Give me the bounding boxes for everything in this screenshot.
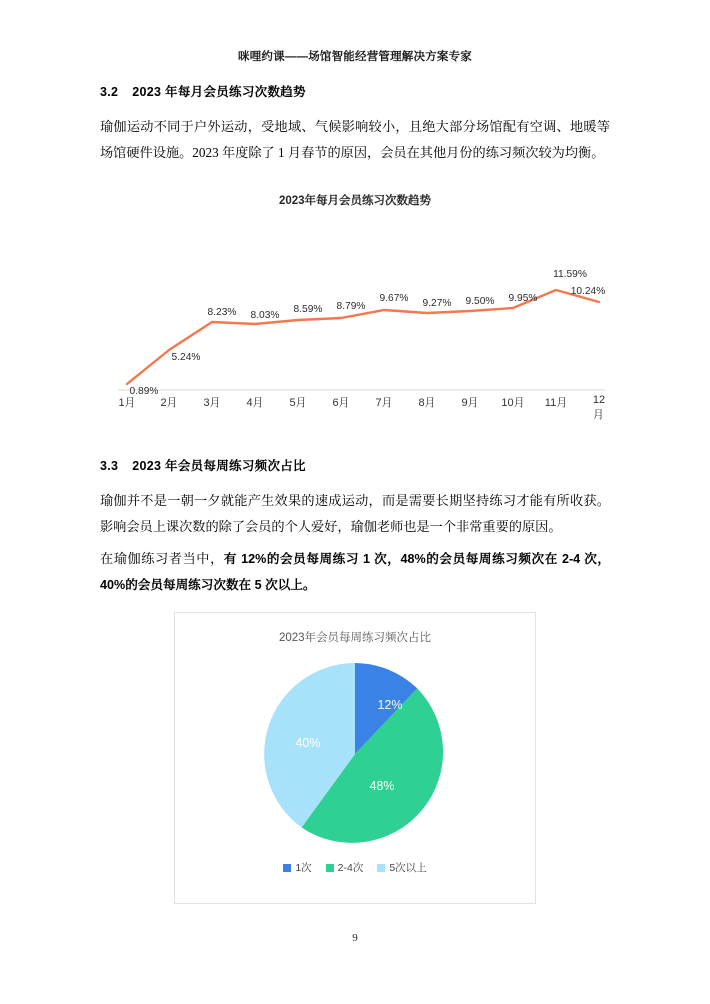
point-label-7: 9.67% [379,293,409,304]
line-chart-svg [100,214,610,414]
x-axis-labels [100,394,610,421]
x-label-2: 2月 [160,397,178,409]
x-label-10: 10月 [501,397,525,409]
section-heading-3-2 [100,82,610,100]
pie-chart-title: 2023年会员每周练习频次占比 [278,632,432,644]
pie-label-5ci-plus: 40% [295,736,321,750]
legend-label-1ci: 1次 [295,862,312,874]
line-chart [100,192,610,422]
section-title: 2023 年会员每周练习频次占比 [132,459,306,473]
x-label-6: 6月 [332,397,350,409]
legend-item-5ci-plus [377,860,426,875]
section-number: 3.3 [100,459,119,473]
point-label-3: 8.23% [207,307,237,318]
legend-swatch-icon [283,864,291,872]
point-label-5: 8.59% [293,304,323,315]
x-label-3: 3月 [203,397,221,409]
paragraph-prefix: 在瑜伽练习者当中， [100,551,224,566]
point-label-4: 8.03% [250,310,280,321]
section-number: 3.2 [100,85,119,99]
document-content [100,82,610,904]
x-label-7: 7月 [375,397,393,409]
pie-chart-graphic [264,663,446,845]
point-label-1: 0.89% [129,386,159,397]
paragraph-3-2: 瑜伽运动不同于户外运动，受地域、气候影响较小，且绝大部分场馆配有空调、地暖等场馆硬件设施。2023 年度除了 1 月春节的原因，会员在其他月份的练习频次较为均衡。 [100,119,610,160]
point-label-10: 9.95% [508,293,538,304]
paragraph-3-3-b [100,546,610,598]
x-label-1: 1月 [118,397,136,409]
section-title: 2023 年每月会员练习次数趋势 [132,85,306,99]
pie-chart-legend [175,860,535,875]
point-label-8: 9.27% [422,298,452,309]
point-label-9: 9.50% [465,296,495,307]
point-label-6: 8.79% [336,301,366,312]
legend-label-5ci-plus: 5次以上 [389,862,427,874]
paragraph-bold-run: 有 12%的会员每周练习 1 次，48%的会员每周练习频次在 2-4 次，40%的会员每周练习次数在 5 次以上。 [100,552,610,592]
section-heading-3-3 [100,456,610,474]
x-label-11: 11月 [544,397,568,409]
legend-item-1ci [283,860,311,875]
x-label-5: 5月 [289,397,307,409]
legend-label-2-4ci: 2-4次 [337,862,364,874]
legend-item-2-4ci [326,860,364,875]
legend-swatch-icon [377,864,385,872]
pie-label-1ci: 12% [377,698,403,712]
point-label-2: 5.24% [171,352,201,363]
x-label-4: 4月 [246,397,264,409]
legend-swatch-icon [326,864,334,872]
pie-chart-svg [264,663,446,845]
line-chart-title: 2023年每月会员练习次数趋势 [278,195,432,207]
x-label-9: 9月 [461,397,479,409]
x-label-12: 12月 [592,394,606,421]
x-label-8: 8月 [418,397,436,409]
paragraph-3-3-a: 瑜伽并不是一朝一夕就能产生效果的速成运动，而是需要长期坚持练习才能有所收获。影响会员上课次数的除了会员的个人爱好，瑜伽老师也是一个非常重要的原因。 [100,493,610,534]
page-number: 9 [352,932,358,944]
page-header: 咪哩约课——场馆智能经营管理解决方案专家 [238,51,472,63]
point-label-12: 10.24% [570,286,606,297]
line-chart-plot [100,214,610,421]
point-label-11: 11.59% [553,269,587,280]
pie-chart [174,612,536,904]
pie-label-2-4ci: 48% [369,779,395,793]
